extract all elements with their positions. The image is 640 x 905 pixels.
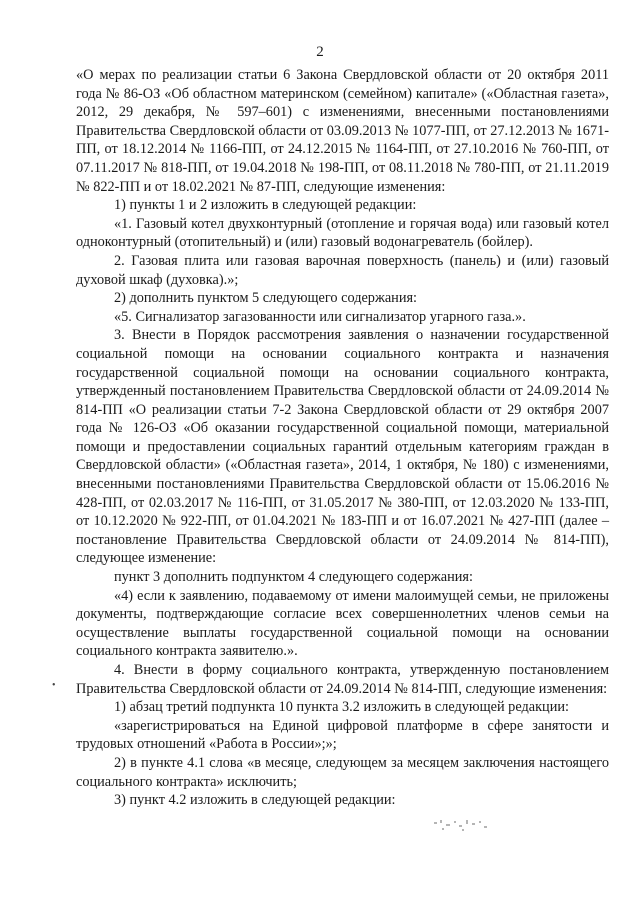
page-number: 2 (316, 44, 324, 60)
paragraph: «О мерах по реализации статьи 6 Закона Свердловской области от 20 октября 2011 года № 86-ОЗ «Об областном материнском (семейном) капитале» («Областная газета», 2012, 29 декабря, № 597–601) с изменениями, внесенными постановлениями Правительства Свердловской области от 03.09.2013 № 1077-ПП, от 27.12.2013 № 1671-ПП, от 18.12.2014 № 1166-ПП, от 24.12.2015 № 1164-ПП, от 27.10.2016 № 760-ПП, от 07.11.2017 № 818-ПП, от 19.04.2018 № 198-ПП, от 08.11.2018 № 780-ПП, от 21.11.2019 № 822-ПП и от 18.02.2021 № 87-ПП, следующие изменения: (76, 67, 609, 195)
document-body (76, 66, 609, 810)
paragraph: пункт 3 дополнить подпунктом 4 следующего содержания: (114, 569, 473, 586)
scan-speck: • (52, 680, 56, 691)
paragraph: 1) абзац третий подпункта 10 пункта 3.2 изложить в следующей редакции: (114, 699, 569, 716)
paragraph: 1) пункты 1 и 2 изложить в следующей редакции: (114, 197, 417, 214)
paragraph: «зарегистрироваться на Единой цифровой платформе в сфере занятости и трудовых отношений «Работа в России»;»; (76, 717, 609, 753)
paragraph: «5. Сигнализатор загазованности или сигнализатор угарного газа.». (114, 308, 526, 325)
paragraph: 3. Внести в Порядок рассмотрения заявления о назначении государственной социальной помощи на основании социального контракта и назначения государственной социальной помощи на основании социального контракта, утвержденный постановлением Правительства Свердловской области от 24.09.2014 № 814-ПП «О реализации статьи 7-2 Закона Свердловской области от 29 октября 2007 года № 126-ОЗ «Об оказании государственной социальной помощи, материальной помощи и предоставлении социальных гарантий отдельным категориям граждан в Свердловской области» («Областная газета», 2014, 1 октября, № 180) с изменениями, внесенными постановлениями Правительства Свердловской области от 15.06.2016 № 428-ПП, от 02.03.2017 № 116-ПП, от 31.05.2017 № 380-ПП, от 12.03.2020 № 133-ПП, от 10.12.2020 № 922-ПП, от 01.04.2021 № 183-ПП и от 16.07.2021 № 427-ПП (далее – постановление Правительства Свердловской области от 24.09.2014 № 814-ПП), следующее изменение: (76, 327, 609, 567)
paragraph: 2) дополнить пунктом 5 следующего содержания: (114, 290, 418, 307)
paragraph: 2) в пункте 4.1 слова «в месяце, следующем за месяцем заключения настоящего социального контракта» исключить; (76, 754, 609, 790)
paragraph: 4. Внести в форму социального контракта, утвержденную постановлением Правительства Свердловской области от 24.09.2014 № 814-ПП, следующие изменения: (76, 662, 609, 697)
paragraph: «4) если к заявлению, подаваемому от имени малоимущей семьи, не приложены документы, подтверждающие согласие всех совершеннолетних членов семьи на осуществление выплаты государственной социальной помощи на основании социального контракта заявителю.». (76, 587, 609, 660)
paragraph: 2. Газовая плита или газовая варочная поверхность (панель) и (или) газовый духовой шкаф (духовка).»; (76, 252, 609, 288)
faint-stamp-mark (432, 818, 492, 834)
paragraph: 3) пункт 4.2 изложить в следующей редакции: (114, 792, 396, 809)
paragraph: «1. Газовый котел двухконтурный (отопление и горячая вода) или газовый котел одноконтурный (отопительный) и (или) газовый водонагреватель (бойлер). (76, 215, 609, 251)
